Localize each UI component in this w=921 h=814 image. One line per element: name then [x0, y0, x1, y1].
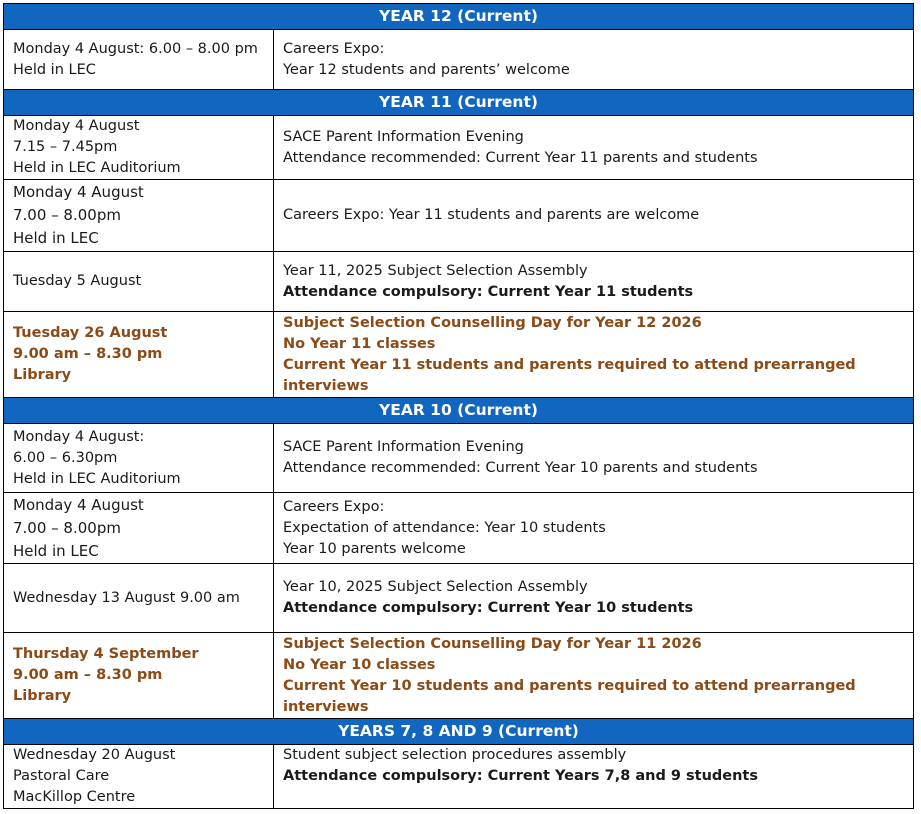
event-title: Year 11, 2025 Subject Selection Assembly — [283, 262, 588, 279]
event-detail: Attendance recommended: Current Year 11 parents and students — [283, 149, 758, 166]
event-date: Tuesday 26 August — [13, 325, 168, 341]
event-requirement: Attendance compulsory: Current Years 7,8 and 9 students — [283, 768, 758, 784]
event-when-cell — [4, 633, 274, 719]
event-venue: Held in LEC — [13, 541, 99, 560]
section-header-years789 — [4, 719, 914, 745]
event-venue: Library — [13, 367, 72, 383]
event-date: Monday 4 August — [13, 183, 144, 201]
table-row — [4, 116, 914, 180]
event-what-cell — [274, 180, 914, 252]
event-what-cell — [274, 30, 914, 90]
event-when-cell — [4, 493, 274, 564]
section-header-year11 — [4, 90, 914, 116]
event-date: Wednesday 13 August 9.00 am — [13, 589, 240, 606]
event-title: SACE Parent Information Evening — [283, 128, 524, 145]
event-venue: Held in LEC Auditorium — [13, 470, 181, 487]
event-detail: Year 12 students and parents’ welcome — [283, 61, 570, 78]
event-date: Wednesday 20 August — [13, 747, 176, 763]
event-venue: Held in LEC Auditorium — [13, 160, 181, 176]
event-venue: Library — [13, 688, 72, 704]
event-when-cell — [4, 745, 274, 809]
section-title: YEAR 10 (Current) — [4, 398, 914, 424]
table-row — [4, 312, 914, 398]
event-when-cell — [4, 252, 274, 312]
event-title: Subject Selection Counselling Day for Year 12 2026 — [283, 314, 702, 331]
section-title: YEAR 12 (Current) — [4, 4, 914, 30]
event-date: Monday 4 August: — [13, 428, 145, 445]
section-header-year12 — [4, 4, 914, 30]
event-when-cell — [4, 312, 274, 398]
table-row — [4, 745, 914, 809]
event-venue: MacKillop Centre — [13, 789, 136, 805]
event-what-cell — [274, 745, 914, 809]
section-title: YEAR 11 (Current) — [4, 90, 914, 116]
event-date: Tuesday 5 August — [13, 273, 142, 289]
event-title: Careers Expo: — [283, 40, 385, 57]
event-title: Subject Selection Counselling Day for Year 11 2026 — [283, 635, 702, 652]
table-row — [4, 564, 914, 633]
section-header-year10 — [4, 398, 914, 424]
event-title: SACE Parent Information Evening — [283, 439, 524, 455]
event-when-cell — [4, 116, 274, 180]
table-row — [4, 424, 914, 493]
table-row — [4, 493, 914, 564]
event-requirement: Attendance compulsory: Current Year 11 students — [283, 283, 694, 300]
event-what-cell — [274, 116, 914, 180]
event-detail: Attendance recommended: Current Year 10 parents and students — [283, 460, 758, 476]
event-title: Student subject selection procedures assembly — [283, 747, 627, 763]
event-date: Monday 4 August: 6.00 – 8.00 pm — [13, 40, 258, 57]
event-date: Thursday 4 September — [13, 646, 199, 662]
event-time: 7.00 – 8.00pm — [13, 206, 121, 224]
event-title: Careers Expo: Year 11 students and parents are welcome — [283, 207, 700, 223]
event-what-cell — [274, 424, 914, 493]
event-detail: No Year 10 classes — [283, 656, 436, 673]
event-when-cell — [4, 424, 274, 493]
event-time: 7.15 – 7.45pm — [13, 139, 118, 155]
schedule-table — [3, 3, 914, 809]
table-row — [4, 30, 914, 90]
event-what-cell — [274, 633, 914, 719]
event-date: Monday 4 August — [13, 495, 144, 514]
event-time: 9.00 am – 8.30 pm — [13, 346, 163, 362]
event-title: Year 10, 2025 Subject Selection Assembly — [283, 579, 588, 595]
event-requirement: Current Year 11 students and parents required to attend prearranged interviews — [283, 356, 856, 394]
event-date: Monday 4 August — [13, 118, 140, 134]
event-what-cell — [274, 564, 914, 633]
event-what-cell — [274, 312, 914, 398]
table-row — [4, 252, 914, 312]
event-title: Careers Expo: — [283, 498, 385, 515]
event-time: 7.00 – 8.00pm — [13, 518, 121, 537]
event-when-cell — [4, 564, 274, 633]
event-time: 9.00 am – 8.30 pm — [13, 667, 163, 683]
table-row — [4, 633, 914, 719]
event-detail: Expectation of attendance: Year 10 students — [283, 519, 606, 536]
event-venue: Held in LEC — [13, 61, 96, 78]
event-venue: Pastoral Care — [13, 768, 110, 784]
event-time: 6.00 – 6.30pm — [13, 449, 118, 466]
event-when-cell — [4, 30, 274, 90]
table-row — [4, 180, 914, 252]
event-venue: Held in LEC — [13, 229, 99, 247]
event-requirement: Current Year 10 students and parents required to attend prearranged interviews — [283, 677, 856, 715]
event-what-cell — [274, 252, 914, 312]
event-what-cell — [274, 493, 914, 564]
event-requirement: Attendance compulsory: Current Year 10 students — [283, 600, 694, 616]
event-when-cell — [4, 180, 274, 252]
section-title: YEARS 7, 8 AND 9 (Current) — [4, 719, 914, 745]
event-detail: Year 10 parents welcome — [283, 540, 466, 557]
event-detail: No Year 11 classes — [283, 335, 436, 352]
